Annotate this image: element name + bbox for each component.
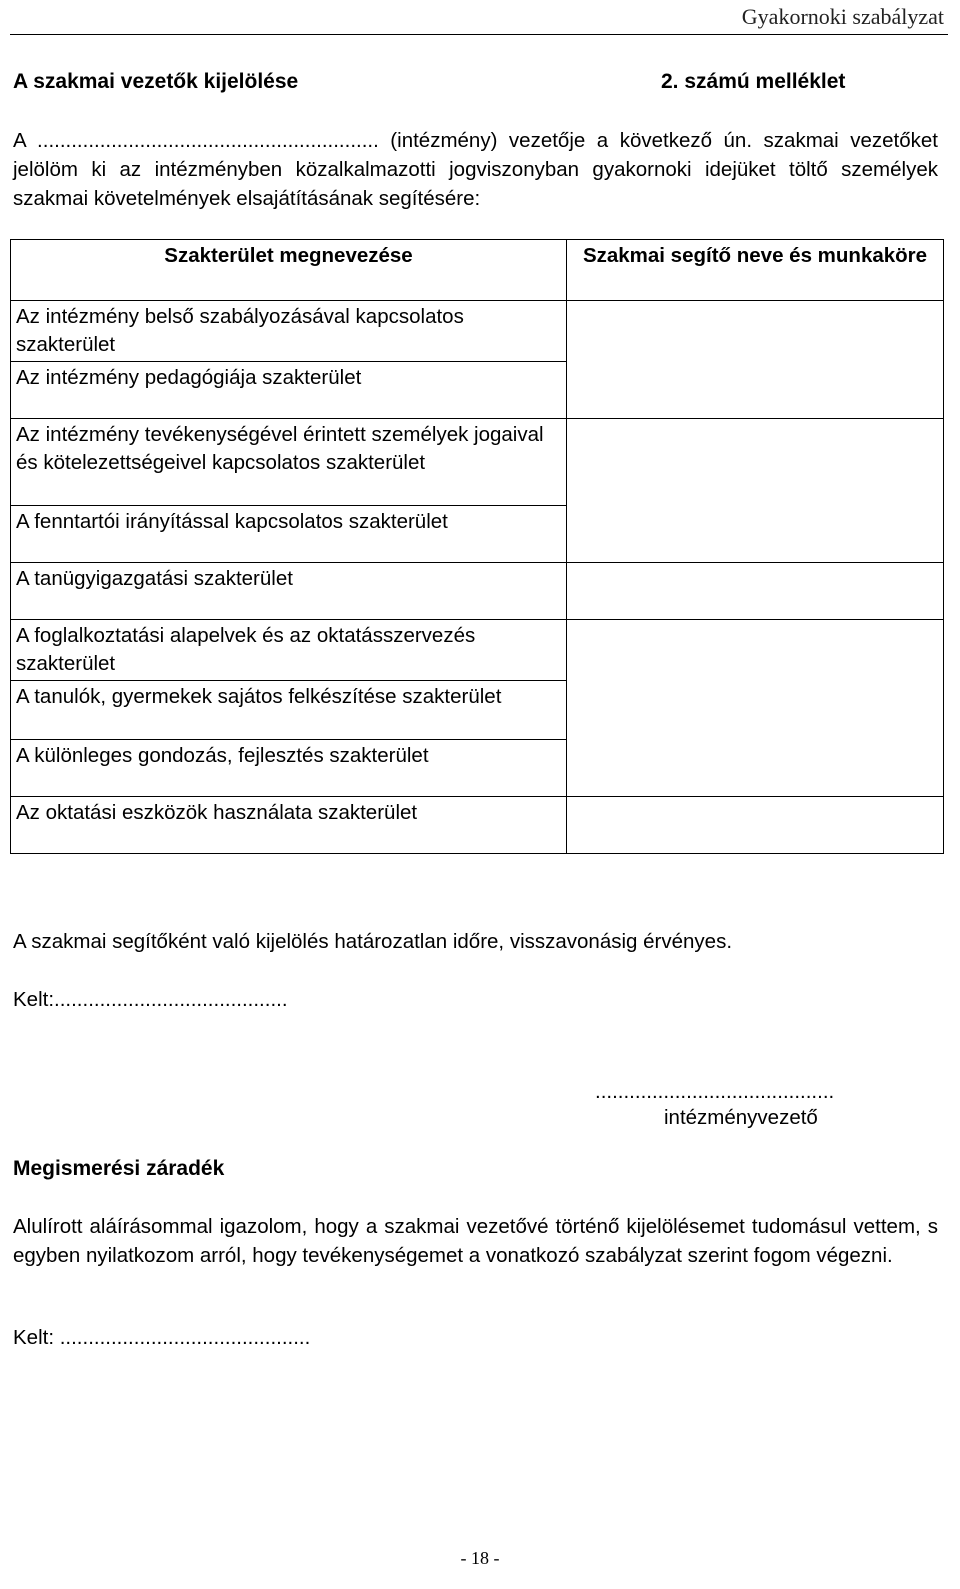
helper-name-cell[interactable] (567, 797, 944, 854)
table-row (11, 563, 944, 620)
field-name-cell: A foglalkoztatási alapelvek és az oktatásszervezés szakterület (11, 620, 567, 681)
column-header-field: Szakterület megnevezése (11, 240, 567, 301)
signature-role: intézményvezető (664, 1106, 818, 1129)
field-name-cell: Az intézmény tevékenységével érintett személyek jogaival és kötelezettségeivel kapcsolatos szakterület (11, 419, 567, 506)
acknowledgement-title: Megismerési záradék (13, 1157, 225, 1180)
table-row (11, 419, 944, 506)
field-name-cell: A tanulók, gyermekek sajátos felkészítése szakterület (11, 681, 567, 740)
annex-number: 2. számú melléklet (661, 70, 846, 93)
table-row (11, 797, 944, 854)
document-title: A szakmai vezetők kijelölése (13, 70, 299, 93)
running-header: Gyakornoki szabályzat (741, 4, 944, 29)
intro-paragraph: A ............................................................ (intézmény) vezetője a következő ún. szakmai vezetőket jelölöm ki az intézményben közalkalmazotti jogviszonyban gyakornoki idejüket töltő személyek szakmai követelmények elsajátításának segítésére: (13, 129, 938, 210)
field-name-cell: A fenntartói irányítással kapcsolatos szakterület (11, 506, 567, 563)
acknowledgement-text: Alulírott aláírásommal igazolom, hogy a szakmai vezetővé történő kijelölésemet tudomásul vettem, s egyben nyilatkozom arról, hogy tevékenységemet a vonatkozó szabályzat szerint fogom végezni. (13, 1215, 938, 1267)
field-name-cell: A tanügyigazgatási szakterület (11, 563, 567, 620)
field-name-cell: Az oktatási eszközök használata szakterület (11, 797, 567, 854)
field-name-cell: Az intézmény pedagógiája szakterület (11, 362, 567, 419)
date-line: Kelt:......................................... (13, 988, 288, 1011)
field-name-cell: Az intézmény belső szabályozásával kapcsolatos szakterület (11, 301, 567, 362)
signature-line: .......................................... (595, 1080, 835, 1103)
table-row (11, 620, 944, 681)
date-line-acknowledgement: Kelt: ............................................ (13, 1326, 311, 1349)
page-number: - 18 - (460, 1548, 500, 1568)
helper-name-cell[interactable] (567, 620, 944, 797)
column-header-helper: Szakmai segítő neve és munkaköre (567, 240, 944, 301)
table-header-row (11, 240, 944, 301)
header-divider (10, 34, 948, 35)
helper-name-cell[interactable] (567, 301, 944, 419)
title-row (13, 70, 893, 94)
helper-name-cell[interactable] (567, 563, 944, 620)
helper-name-cell[interactable] (567, 419, 944, 563)
table-row (11, 301, 944, 362)
field-name-cell: A különleges gondozás, fejlesztés szakterület (11, 740, 567, 797)
validity-statement: A szakmai segítőként való kijelölés határozatlan időre, visszavonásig érvényes. (13, 930, 733, 953)
assignment-table (10, 239, 944, 854)
